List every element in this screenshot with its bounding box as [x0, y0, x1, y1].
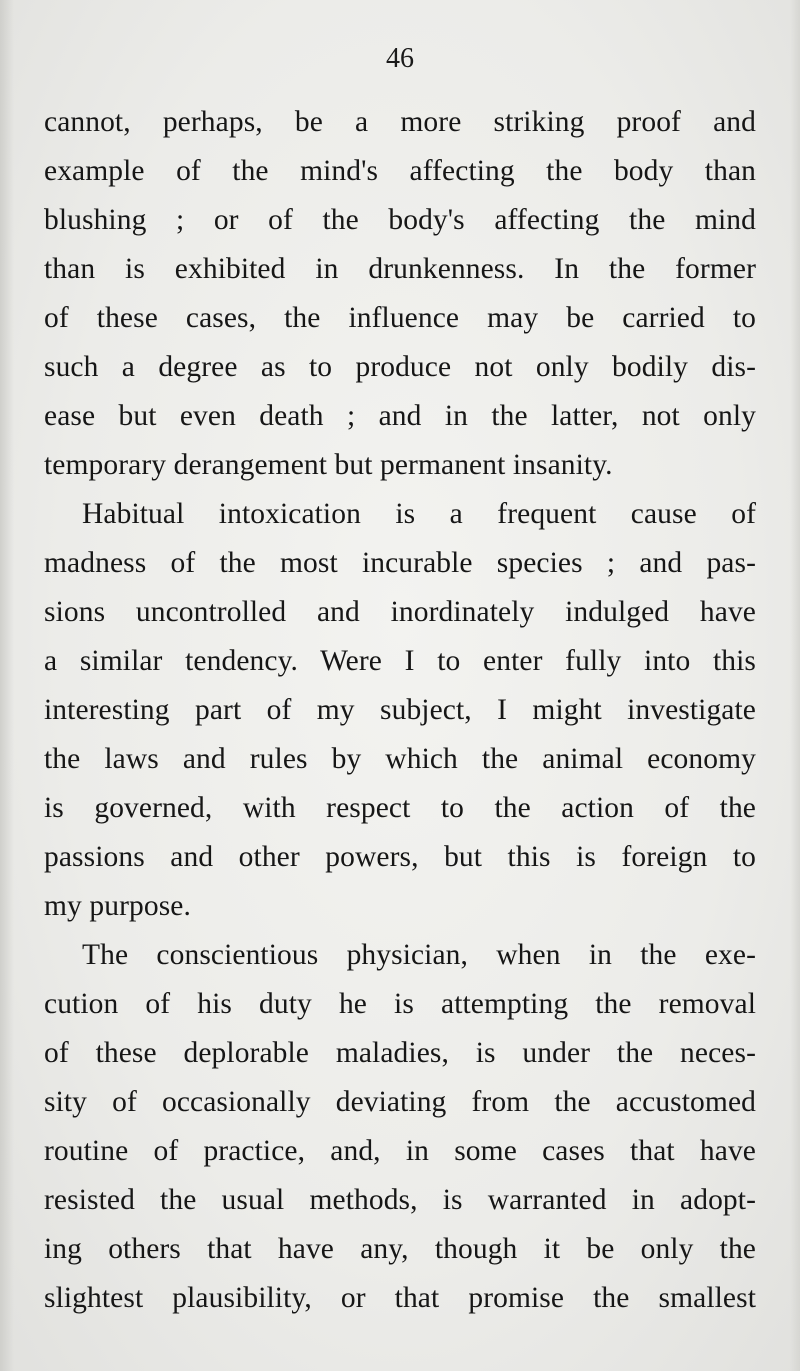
page-edge-shadow-left — [0, 0, 14, 1371]
text-line: resisted the usual methods, is warranted in adopt- — [44, 1184, 756, 1216]
text-line: of these deplorable maladies, is under the neces- — [44, 1037, 756, 1069]
text-line: a similar tendency. Were I to enter fully into this — [44, 645, 756, 677]
body-text — [44, 98, 756, 1323]
text-line: cution of his duty he is attempting the removal — [44, 988, 756, 1020]
text-line: passions and other powers, but this is foreign to — [44, 841, 756, 873]
text-line: cannot, perhaps, be a more striking proof and — [44, 106, 756, 138]
text-line: blushing ; or of the body's affecting the mind — [44, 204, 756, 236]
text-line: sity of occasionally deviating from the accustomed — [44, 1086, 756, 1118]
text-line: ease but even death ; and in the latter, not only — [44, 400, 756, 432]
text-line: my purpose. — [44, 890, 191, 922]
page-number: 46 — [386, 43, 414, 74]
text-line: is governed, with respect to the action of the — [44, 792, 756, 824]
text-line: slightest plausibility, or that promise the smallest — [44, 1282, 756, 1314]
text-line: such a degree as to produce not only bodily dis- — [44, 351, 756, 383]
text-line: madness of the most incurable species ; and pas- — [44, 547, 756, 579]
text-line: of these cases, the influence may be carried to — [44, 302, 756, 334]
text-line: The conscientious physician, when in the exe- — [82, 939, 756, 971]
text-line: temporary derangement but permanent insanity. — [44, 449, 613, 481]
text-line: interesting part of my subject, I might investigate — [44, 694, 756, 726]
text-line: the laws and rules by which the animal economy — [44, 743, 756, 775]
text-line: routine of practice, and, in some cases that have — [44, 1135, 756, 1167]
text-line: ing others that have any, though it be only the — [44, 1233, 756, 1265]
page-edge-shadow-right — [790, 0, 800, 1371]
text-line: Habitual intoxication is a frequent cause of — [82, 498, 756, 530]
text-line: sions uncontrolled and inordinately indulged have — [44, 596, 756, 628]
text-line: than is exhibited in drunkenness. In the former — [44, 253, 756, 285]
text-line: example of the mind's affecting the body than — [44, 155, 756, 187]
